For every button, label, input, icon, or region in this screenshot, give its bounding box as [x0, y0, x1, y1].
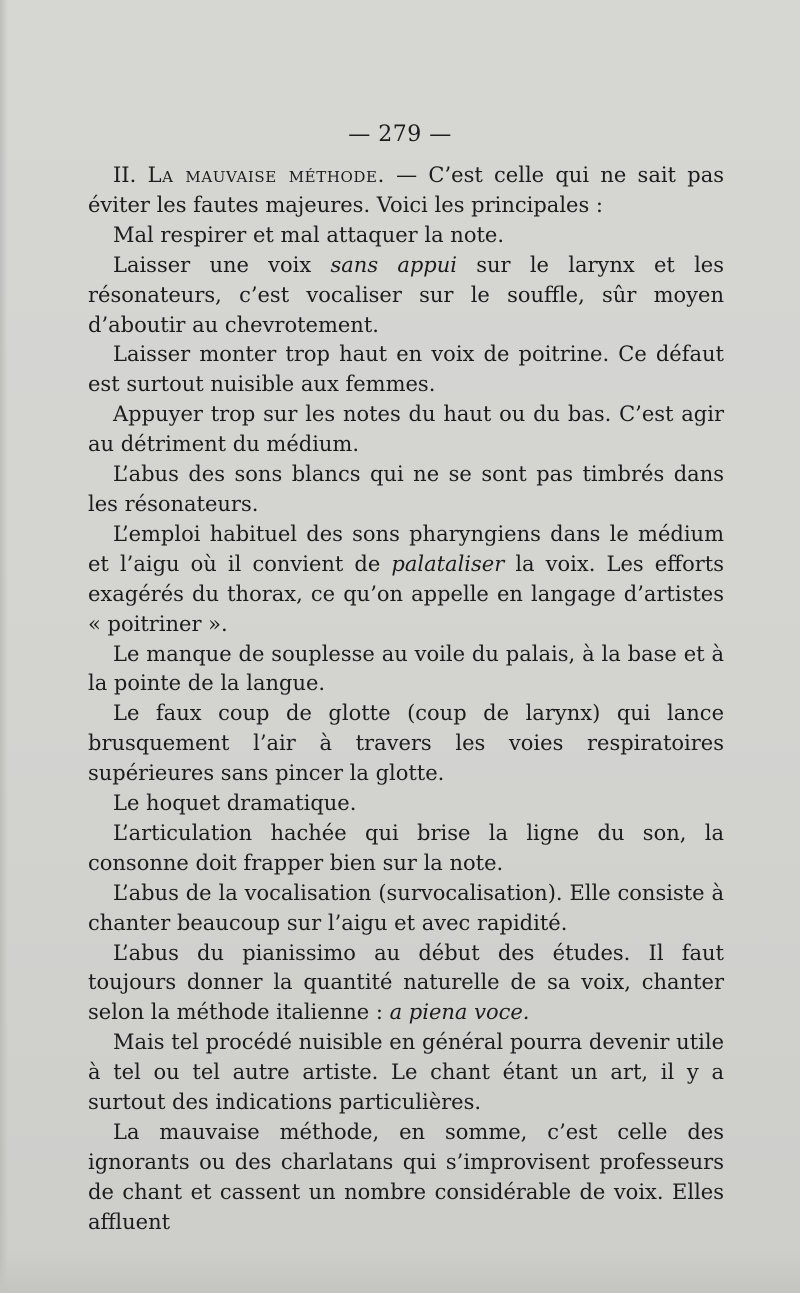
section-intro: — C’est celle qui ne sait pas éviter les fautes majeures. Voici les principales :: [88, 163, 724, 217]
emphasis: a piena voce.: [389, 1000, 530, 1025]
paragraph-text: L’emploi habituel des sons pharyngiens dans le médium et l’aigu où il convient de: [88, 521, 724, 576]
paragraph: [88, 520, 724, 640]
paragraph: La mauvaise méthode, en somme, c’est celle des ignorants ou des charlatans qui s’improvisent professeurs de chant et cassent un nombre considérable de voix. Elles affluent: [88, 1120, 724, 1234]
page-edge-shadow: [0, 0, 8, 1293]
paragraph: Appuyer trop sur les notes du haut ou du bas. C’est agir au détriment du médium.: [88, 402, 724, 457]
paragraph: [88, 251, 724, 341]
page-bottom-shade: [0, 1253, 800, 1293]
paragraph-text: Laisser une voix: [113, 252, 331, 277]
paragraph: [88, 939, 724, 1029]
section-number: II.: [113, 163, 137, 187]
paragraph: Laisser monter trop haut en voix de poitrine. Ce défaut est surtout nuisible aux femmes.: [88, 342, 724, 397]
paragraph: Mal respirer et mal attaquer la note.: [113, 222, 505, 247]
paragraph: L’articulation hachée qui brise la ligne du son, la consonne doit frapper bien sur la note.: [88, 820, 724, 875]
section-heading-paragraph: [88, 161, 724, 221]
paragraph: L’abus de la vocalisation (survocalisation). Elle consiste à chanter beaucoup sur l’aigu et avec rapidité.: [88, 880, 724, 935]
paragraph-text: sur le larynx et les résonateurs, c’est vocaliser sur le souffle, sûr moyen d’aboutir au chevrotement.: [88, 252, 725, 337]
paragraph: L’abus des sons blancs qui ne se sont pas timbrés dans les résonateurs.: [88, 462, 724, 516]
section-title: La mauvaise méthode.: [147, 163, 385, 187]
paragraph: Mais tel procédé nuisible en général pourra devenir utile à tel ou tel autre artiste. Le chant étant un art, il y a surtout des indications particulières.: [88, 1030, 724, 1115]
paragraph: Le manque de souplesse au voile du palais, à la base et à la pointe de la langue.: [88, 641, 724, 696]
emphasis: sans appui: [330, 252, 457, 277]
paragraph-text: la voix. Les efforts exagérés du thorax, ce qu’on appelle en langage d’artistes « poitriner ».: [88, 551, 724, 636]
paragraph: Le hoquet dramatique.: [113, 791, 357, 816]
body-text: [88, 161, 724, 1238]
emphasis: palataliser: [391, 551, 505, 576]
paragraph-text: L’abus du pianissimo au début des études. Il faut toujours donner la quantité naturelle de sa voix, chanter selon la méthode italienne :: [88, 940, 724, 1025]
paragraph: Le faux coup de glotte (coup de larynx) qui lance brusquement l’air à travers les voies respiratoires supérieures sans pincer la glotte.: [88, 701, 724, 786]
page-number: — 279 —: [348, 122, 452, 147]
